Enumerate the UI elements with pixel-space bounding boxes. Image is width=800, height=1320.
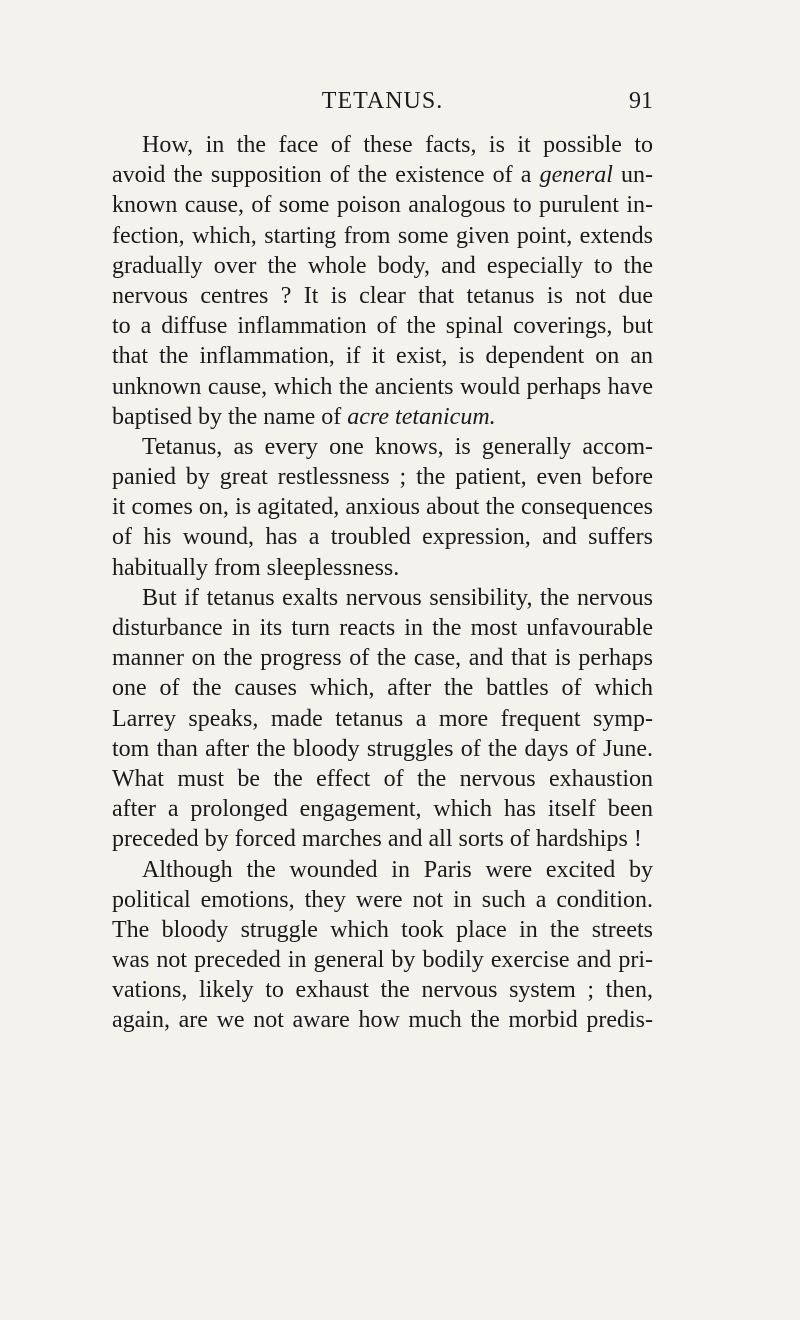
text-line: political emotions, they were not in such a condition. xyxy=(112,886,653,913)
text-line: unknown cause, which the ancients would perhaps have xyxy=(112,373,653,400)
text-line: baptised by the name of acre tetanicum. xyxy=(112,403,496,430)
text-line: it comes on, is agitated, anxious about the consequences xyxy=(112,494,653,521)
text-line: What must be the effect of the nervous exhaustion xyxy=(112,765,653,792)
text-line: vations, likely to exhaust the nervous system ; then, xyxy=(112,977,653,1004)
text-line: Although the wounded in Paris were excited by xyxy=(142,856,653,883)
text-line: But if tetanus exalts nervous sensibility, the nervous xyxy=(142,584,653,611)
text-line: preceded by forced marches and all sorts of hardships ! xyxy=(112,826,642,853)
italic-term: general xyxy=(539,162,613,189)
text-line: fection, which, starting from some given point, extends xyxy=(112,222,653,249)
text-line: that the inflammation, if it exist, is dependent on an xyxy=(112,343,653,370)
running-title: TETANUS. xyxy=(321,88,444,114)
paragraph xyxy=(112,130,653,432)
text-line: nervous centres ? It is clear that tetanus is not due xyxy=(112,282,653,309)
text-line: Tetanus, as every one knows, is generally accom- xyxy=(142,433,653,460)
text-line: to a diffuse inflammation of the spinal coverings, but xyxy=(112,313,653,340)
text-line: was not preceded in general by bodily exercise and pri- xyxy=(112,947,653,974)
page-number: 91 xyxy=(629,88,653,114)
text-line: habitually from sleeplessness. xyxy=(112,554,400,581)
body-text xyxy=(112,130,653,1036)
text-line: after a prolonged engagement, which has itself been xyxy=(112,796,653,823)
text-line: How, in the face of these facts, is it possible to xyxy=(142,132,653,158)
text-line: of his wound, has a troubled expression, and suffers xyxy=(112,524,653,551)
text-line: again, are we not aware how much the morbid predis- xyxy=(112,1007,653,1034)
paragraph xyxy=(112,855,653,1036)
text-line: known cause, of some poison analogous to purulent in- xyxy=(112,192,653,219)
paragraph xyxy=(112,583,653,855)
text-line: manner on the progress of the case, and that is perhaps xyxy=(112,645,653,672)
text-line: The bloody struggle which took place in the streets xyxy=(112,916,653,943)
text-line: panied by great restlessness ; the patient, even before xyxy=(112,464,653,491)
text-line: gradually over the whole body, and especially to the xyxy=(112,252,653,279)
text-line: Larrey speaks, made tetanus a more frequent symp- xyxy=(112,705,653,732)
text-line: tom than after the bloody struggles of the days of June. xyxy=(112,735,653,762)
running-head xyxy=(112,88,653,120)
italic-term: acre tetanicum. xyxy=(347,403,496,430)
paragraph xyxy=(112,432,653,583)
text-line: disturbance in its turn reacts in the most unfavourable xyxy=(112,615,653,641)
text-line: one of the causes which, after the battles of which xyxy=(112,675,653,702)
text-line: avoid the supposition of the existence of a general un- xyxy=(112,162,653,189)
